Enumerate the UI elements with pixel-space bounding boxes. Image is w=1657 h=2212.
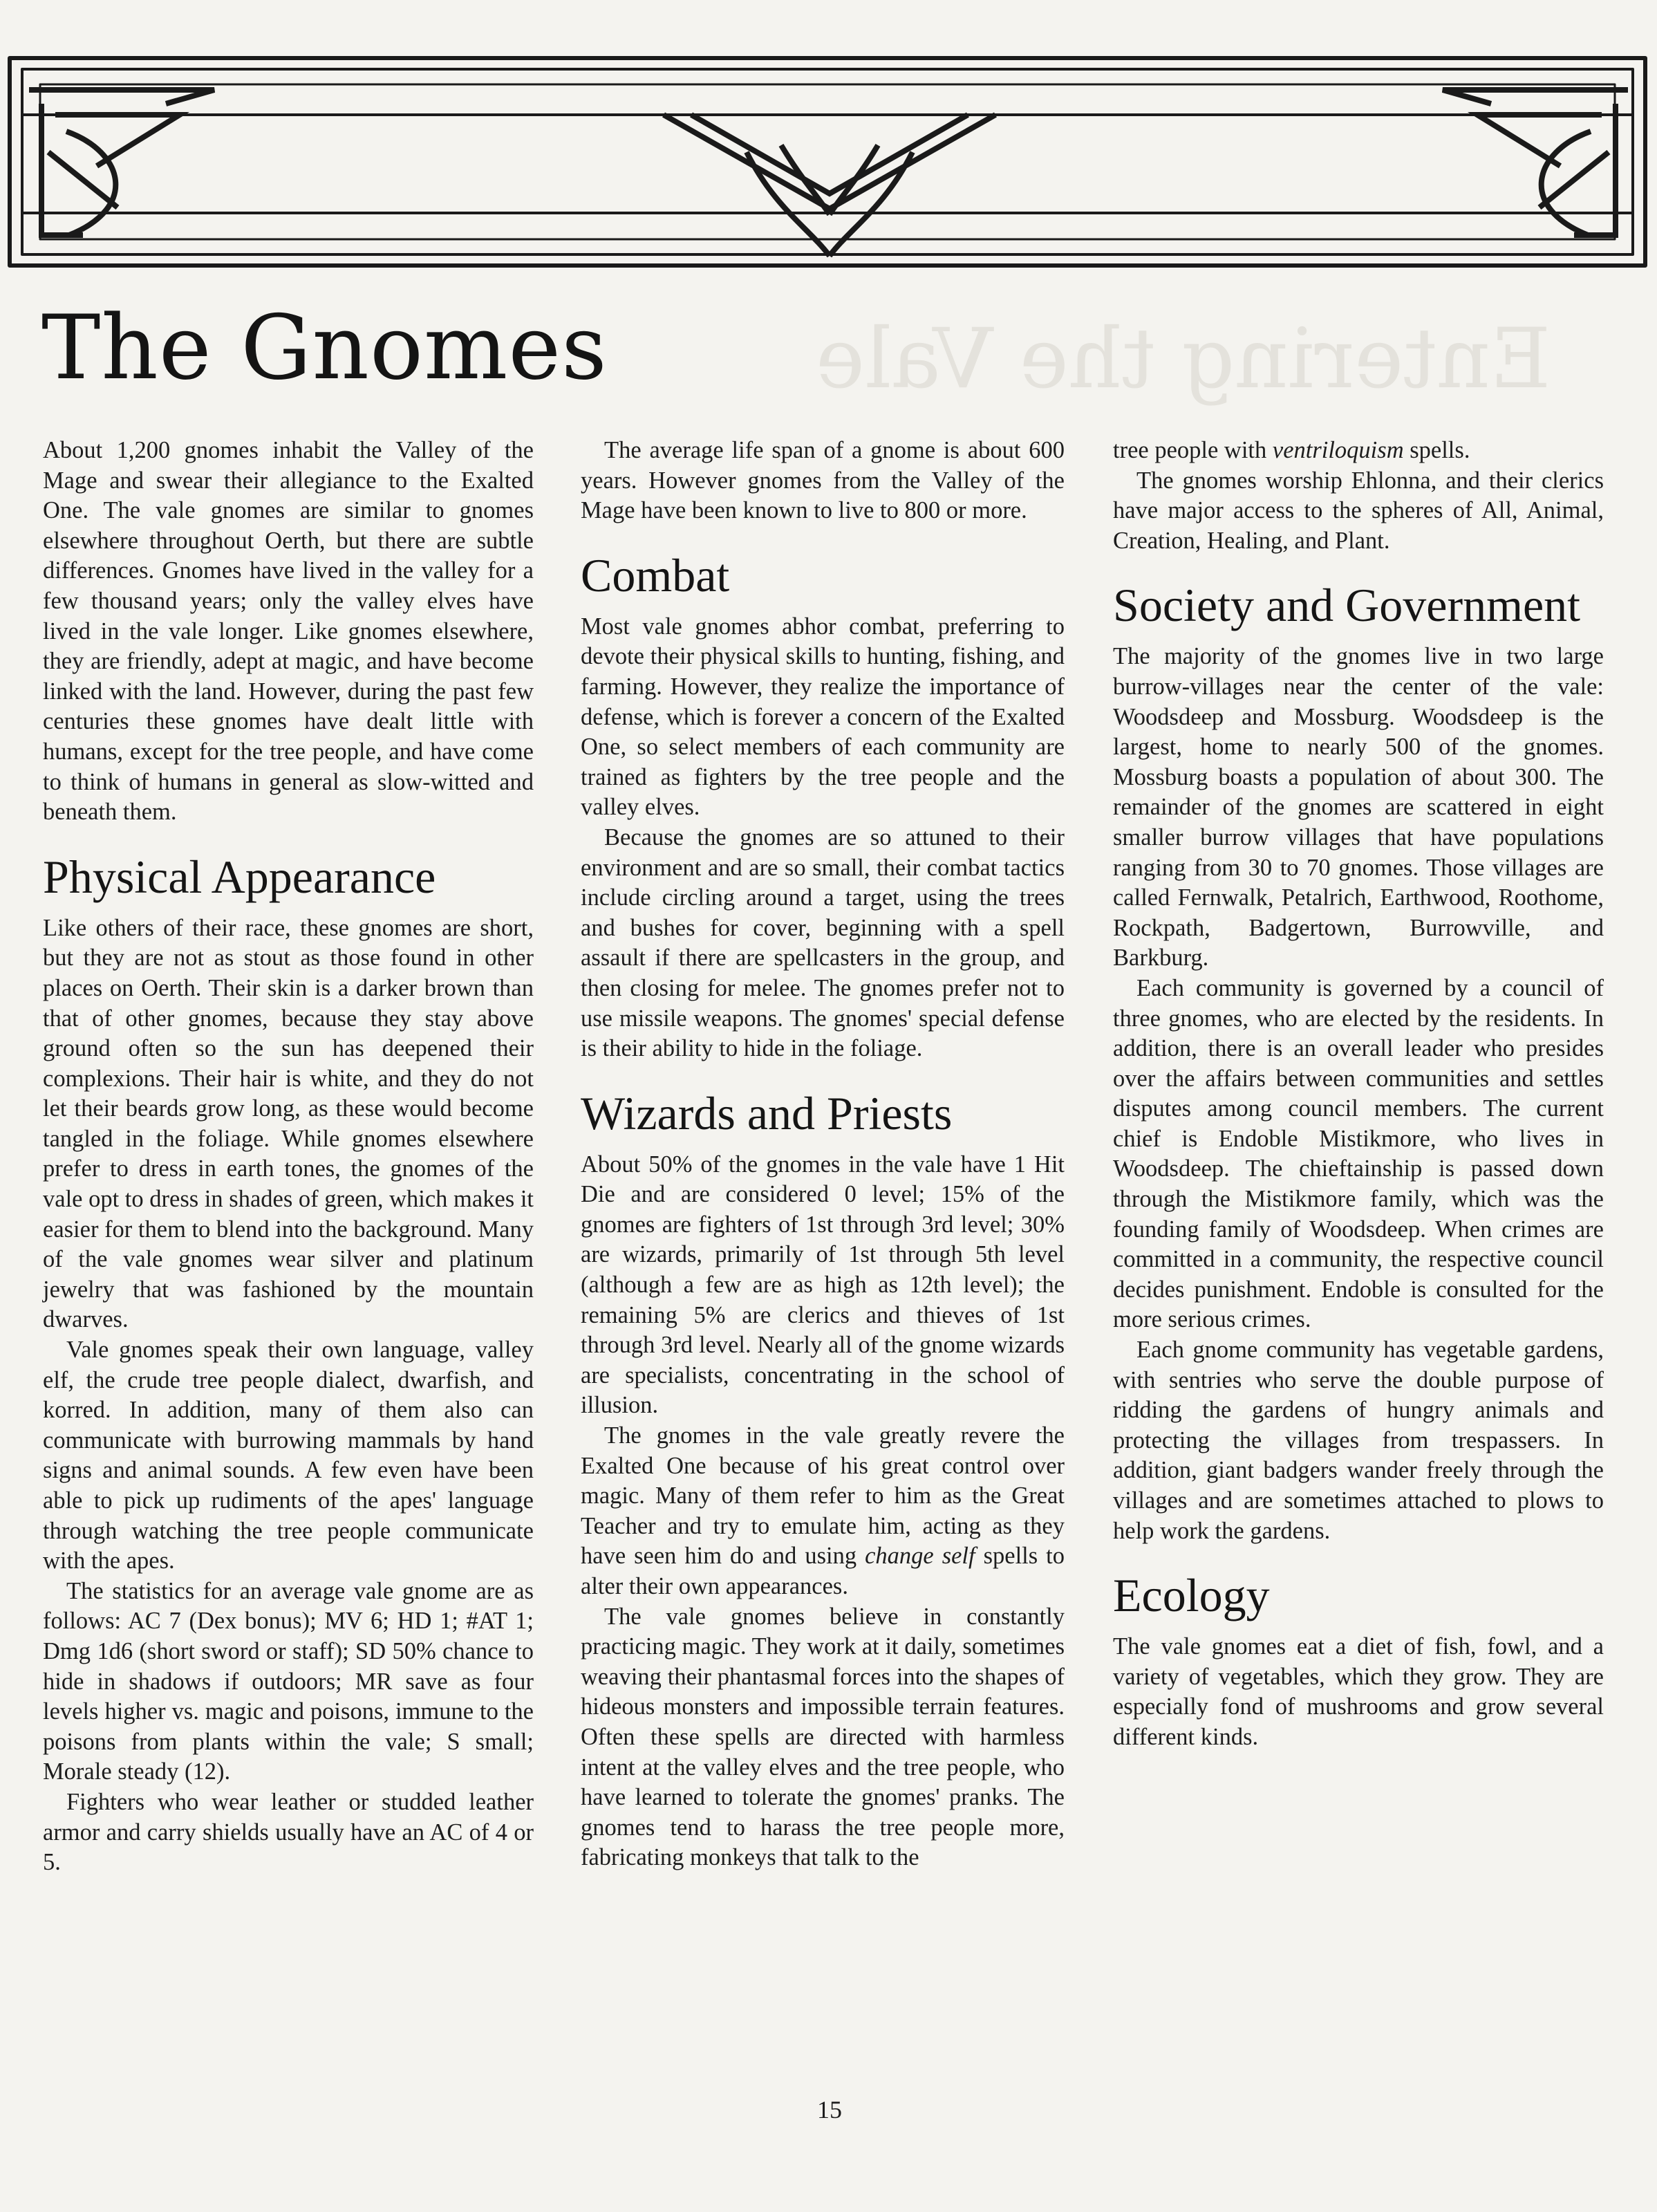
paragraph: The majority of the gnomes live in two large burrow-villages near the center of the vale: Woodsdeep and Mossburg. Woodsdeep is the largest, home to nearly 500 of the gnomes. Mossburg boasts a population of about 300. The remainder of the gnomes are scattered in eight smaller burrow villages that have populations ranging from 30 to 70 gnomes. Those villages are called Fernwalk, Petalrich, Earthwood, Roothome, Rockpath, Badgertown, Burrowville, and Barkburg. xyxy=(1113,643,1604,972)
paragraph: The vale gnomes believe in constantly practicing magic. They work at it daily, sometimes weaving their phantasmal forces into the shapes of hideous monsters and impossible terrain features. Often these spells are directed with harmless intent at the valley elves and the tree people, who have learned to tolerate the gnomes' pranks. The gnomes tend to harass the tree people more, fabricating monkeys that talk to the xyxy=(581,1603,1065,1871)
paragraph: Like others of their race, these gnomes are short, but they are not as stout as those found in other places on Oerth. Their skin is a darker brown than that of other gnomes, because they stay above ground often so the sun has deepened their complexions. Their hair is white, and they do not let their beards grow long, as these would become tangled in the foliage. While gnomes elsewhere prefer to dress in earth tones, the gnomes of the vale opt to dress in shades of green, which makes it easier for them to blend into the background. Many of the vale gnomes wear silver and platinum jewelry that was fashioned by the mountain dwarves. xyxy=(43,914,534,1333)
paragraph: Vale gnomes speak their own language, valley elf, the crude tree people dialect, dwarfish, and korred. In addition, many of them also can communicate with burrowing mammals by hand signs and animal sounds. A few even have been able to pick up rudiments of the apes' language through watching the tree people communicate with the apes. xyxy=(43,1337,534,1574)
column-1 xyxy=(43,436,534,1878)
column-3 xyxy=(1113,436,1604,1753)
paragraph: The average life span of a gnome is about 600 years. However gnomes from the Valley of the Mage have been known to live to 800 or more. xyxy=(581,437,1065,524)
heading-physical-appearance: Physical Appearance xyxy=(43,850,436,903)
center-knot xyxy=(664,115,995,256)
spell-name: change self xyxy=(865,1543,975,1570)
page-number: 15 xyxy=(817,2096,842,2123)
paragraph: Fighters who wear leather or studded leather armor and carry shields usually have an AC of 4 or 5. xyxy=(43,1788,534,1876)
heading-ecology: Ecology xyxy=(1113,1569,1270,1622)
paragraph: The vale gnomes eat a diet of fish, fowl, and a variety of vegetables, which they grow. They are especially fond of mushrooms and grow several different kinds. xyxy=(1113,1633,1604,1750)
paragraph: The statistics for an average vale gnome are as follows: AC 7 (Dex bonus); MV 6; HD 1; #AT 1; Dmg 1d6 (short sword or staff); SD 50% chance to hide in shadows if outdoors; MR save as four levels higher vs. magic and poisons, immune to the poisons from plants within the vale; S small; Morale steady (12). xyxy=(43,1577,534,1785)
column-2 xyxy=(581,436,1065,1873)
intro-paragraph: About 1,200 gnomes inhabit the Valley of the Mage and swear their allegiance to the Exalted One. The vale gnomes are similar to gnomes elsewhere throughout Oerth, but there are subtle differences. Gnomes have lived in the valley for a few thousand years; only the valley elves have lived in the vale longer. Like gnomes elsewhere, they are friendly, adept at magic, and have become linked with the land. However, during the past few centuries these gnomes have dealt little with humans, except for the tree people, and have come to think of humans in general as slow-witted and beneath them. xyxy=(43,437,534,826)
paragraph: Each community is governed by a council of three gnomes, who are elected by the residents. In addition, there is an overall leader who presides over the affairs between communities and settles disputes among council members. The current chief is Endoble Mistikmore, who lives in Woodsdeep. The chieftainship is passed down through the Mistikmore family, which was the founding family of Woodsdeep. When crimes are committed in a community, the respective council decides punishment. Endoble is consulted for the more serious crimes. xyxy=(1113,974,1604,1333)
paragraph: tree people with ventriloquism spells. xyxy=(1113,437,1470,463)
paragraph: Each gnome community has vegetable gardens, with sentries who serve the double purpose of ridding the gardens of hungry animals and protecting the villages from trespassers. In addition, giant badgers wander freely through the villages and are sometimes attached to plows to help work the gardens. xyxy=(1113,1337,1604,1544)
chapter-title: The Gnomes xyxy=(41,297,608,400)
paragraph: About 50% of the gnomes in the vale have 1 Hit Die and are considered 0 level; 15% of the gnomes are fighters of 1st through 3rd level; 30% are wizards, primarily of 1st through 5th level (although a few are as high as 12th level); the remaining 5% are clerics and thieves of 1st through 3rd level. Nearly all of the gnome wizards are specialists, concentrating in the school of illusion. xyxy=(581,1151,1065,1419)
paragraph: The gnomes worship Ehlonna, and their clerics have major access to the spheres of All, Animal, Creation, Healing, and Plant. xyxy=(1113,467,1604,554)
paragraph: The gnomes in the vale greatly revere the Exalted One because of his great control over magic. Many of them refer to him as the Great Teacher and try to emulate him, acting as they have seen him do and using change self spells to alter their own appearances. xyxy=(581,1422,1065,1599)
paragraph: Because the gnomes are so attuned to their environment and are so small, their combat tactics include circling around a target, using the trees and bushes for cover, beginning with a spell assault if there are spellcasters in the group, and then closing for melee. The gnomes prefer not to use missile weapons. The gnomes' special defense is their ability to hide in the foliage. xyxy=(581,824,1065,1062)
spell-name: ventriloquism xyxy=(1272,437,1404,463)
decorative-header-border xyxy=(0,48,1657,277)
bleed-through-title: Entering the Vale xyxy=(816,311,1551,407)
heading-society-and-government: Society and Government xyxy=(1113,579,1581,632)
heading-combat: Combat xyxy=(581,548,730,602)
paragraph: Most vale gnomes abhor combat, preferring to devote their physical skills to hunting, fishing, and farming. However, they realize the importance of defense, which is forever a concern of the Exalted One, so select members of each community are trained as fighters by the tree people and the valley elves. xyxy=(581,613,1065,821)
heading-wizards-and-priests: Wizards and Priests xyxy=(581,1086,953,1140)
